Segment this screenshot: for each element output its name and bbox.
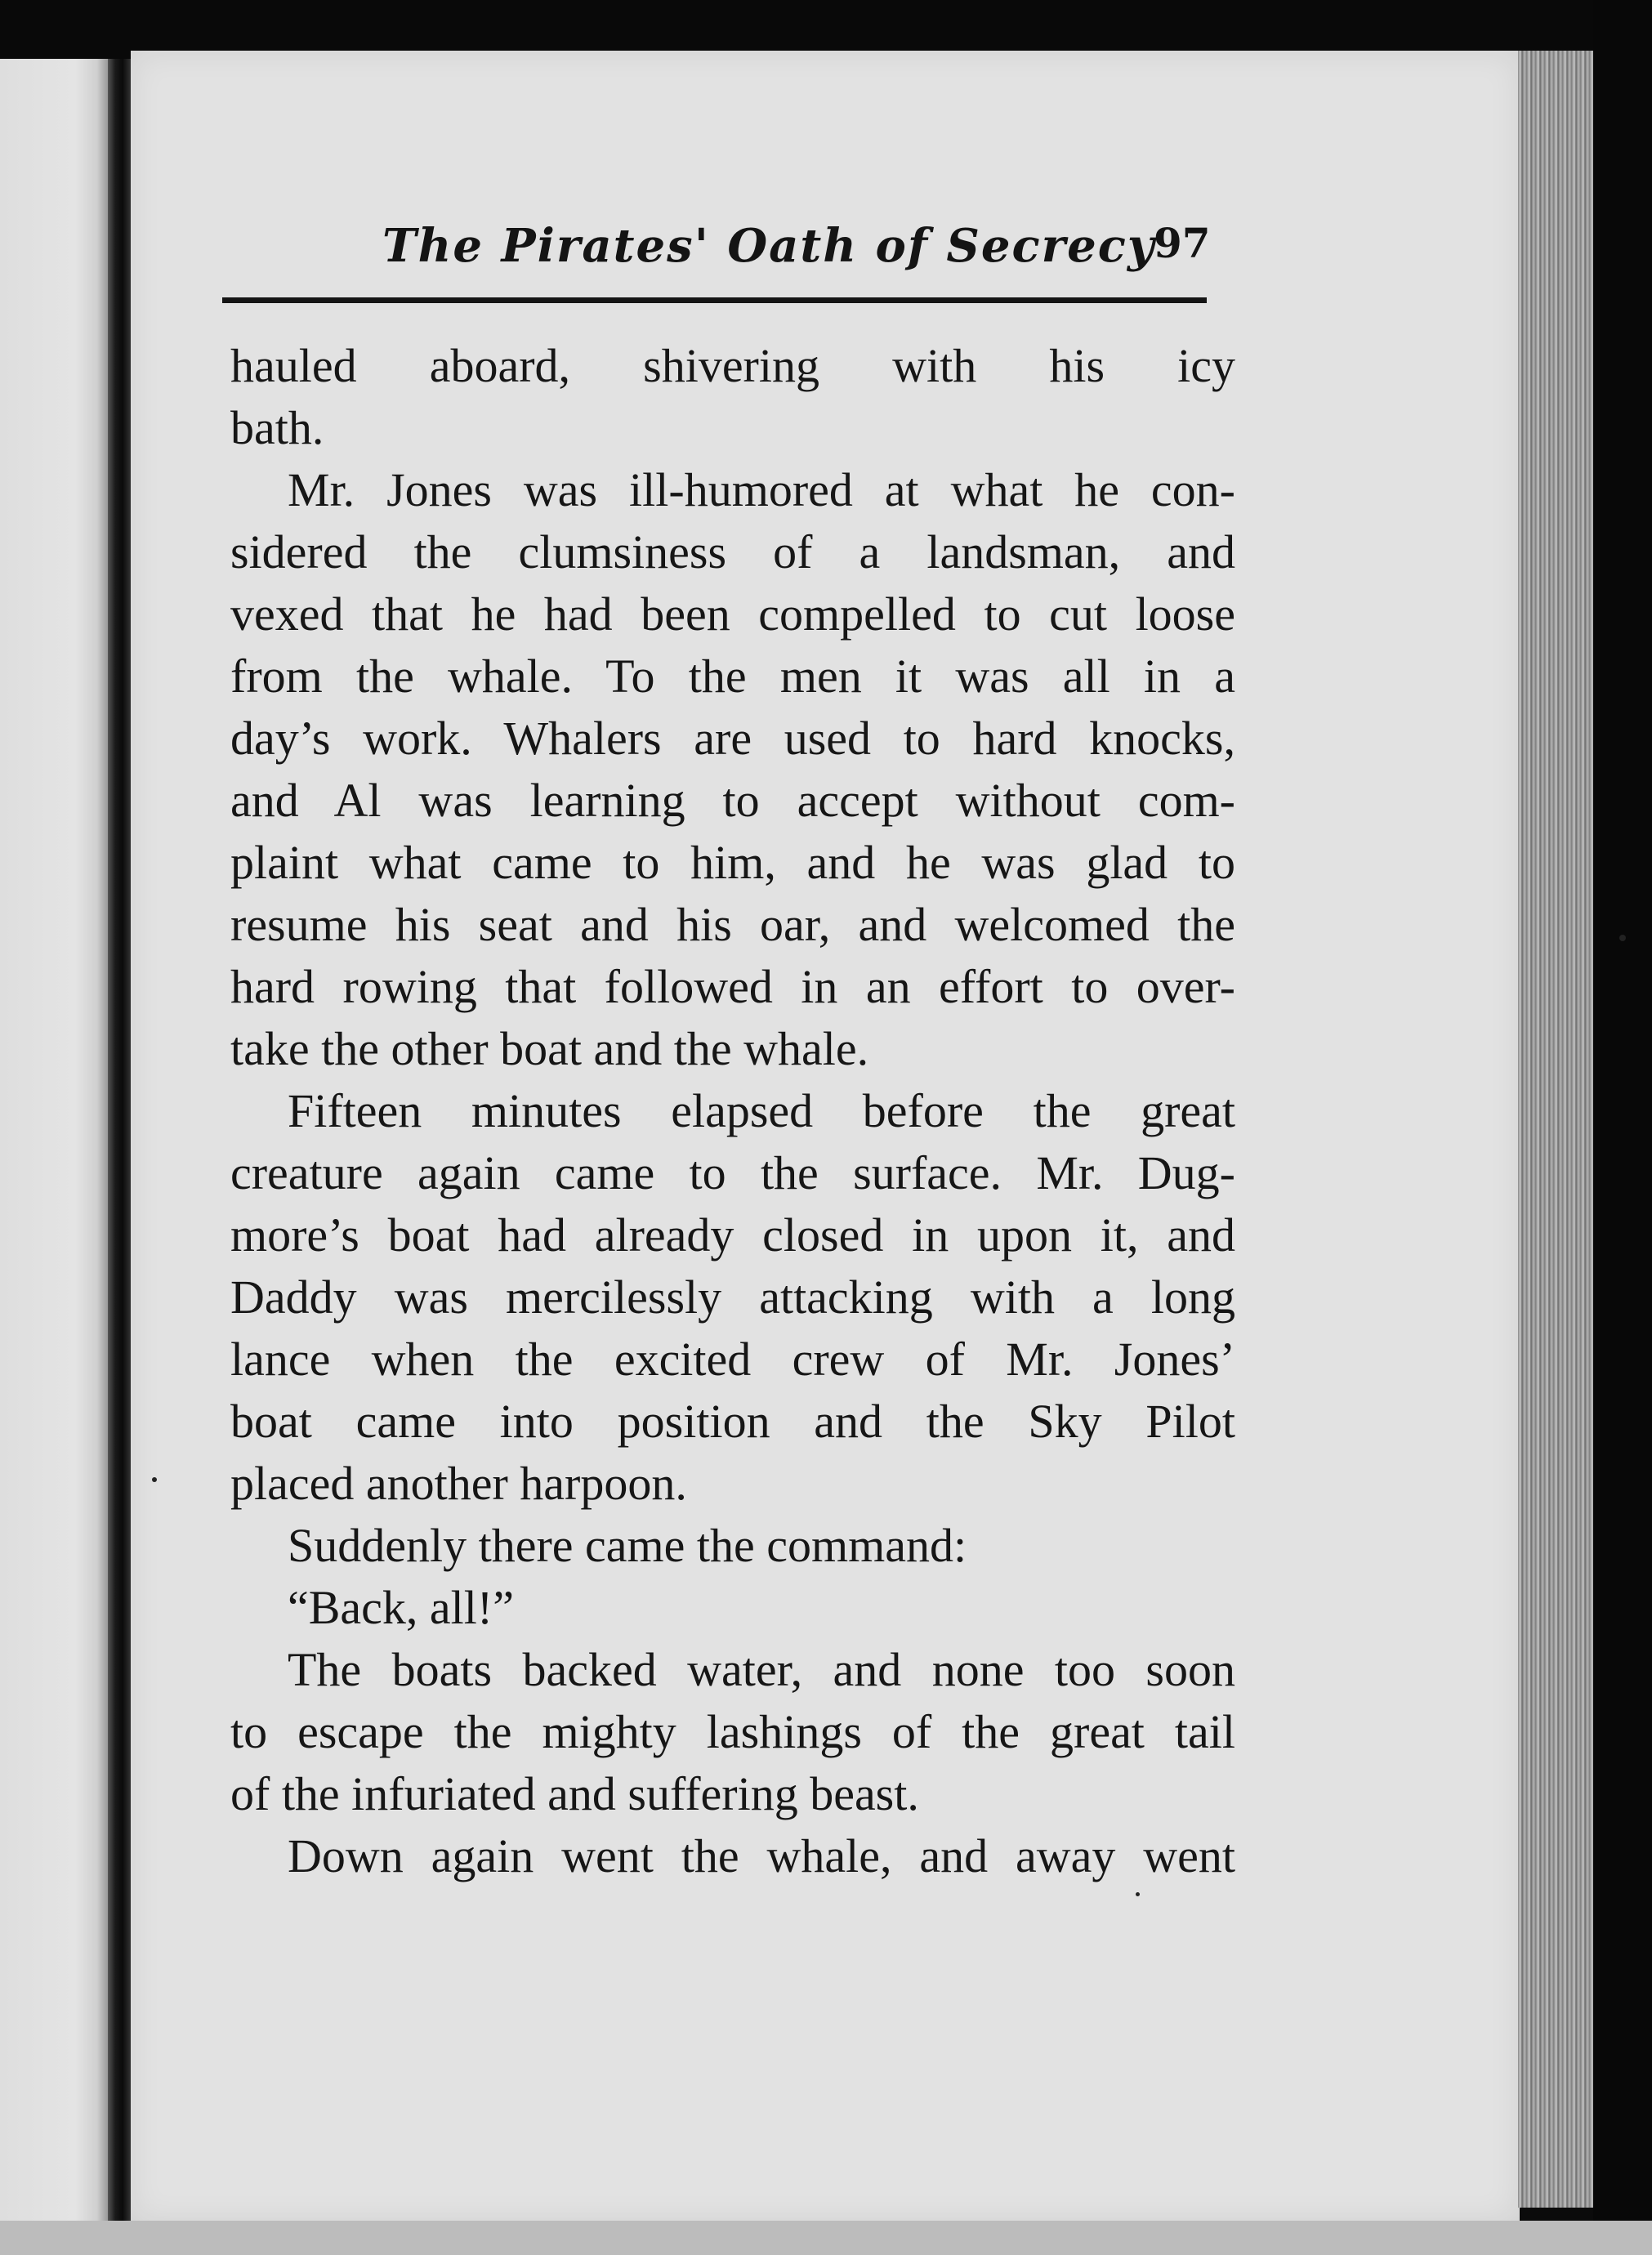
text-line: of the infuriated and suffering beast.	[230, 1767, 919, 1820]
text-line: Down again went the whale, and away went	[288, 1829, 1235, 1882]
scan-border-bottom	[0, 2221, 1652, 2255]
text-line: bath.	[230, 401, 324, 454]
page-stack-edge	[1518, 51, 1593, 2208]
book-gutter	[108, 59, 132, 2255]
scan-speck	[1619, 935, 1626, 941]
scan-border-right	[1593, 0, 1652, 2255]
text-line: lance when the excited crew of Mr. Jones’	[230, 1333, 1235, 1386]
text-line: day’s work. Whalers are used to hard knocks,	[230, 712, 1235, 765]
running-header	[222, 219, 1211, 301]
text-line: placed another harpoon.	[230, 1457, 687, 1510]
text-line: hard rowing that followed in an effort to over-	[230, 960, 1235, 1013]
text-line: Suddenly there came the command:	[288, 1519, 967, 1572]
text-line: and Al was learning to accept without com-	[230, 774, 1235, 827]
text-line: plaint what came to him, and he was glad to	[230, 836, 1235, 889]
text-line: to escape the mighty lashings of the great tail	[230, 1705, 1235, 1758]
page-number: 97	[1154, 219, 1211, 267]
header-rule	[222, 297, 1207, 303]
text-line: resume his seat and his oar, and welcomed the	[230, 898, 1235, 951]
text-line: boat came into position and the Sky Pilot	[230, 1395, 1235, 1448]
body-text	[230, 335, 1235, 1887]
text-line: take the other boat and the whale.	[230, 1022, 869, 1075]
text-line: more’s boat had already closed in upon it, and	[230, 1208, 1235, 1261]
text-line: The boats backed water, and none too soon	[288, 1643, 1235, 1696]
text-line: vexed that he had been compelled to cut loose	[230, 587, 1235, 641]
scan-speck	[1136, 1892, 1140, 1896]
text-line: creature again came to the surface. Mr. Dug-	[230, 1146, 1235, 1199]
scan-speck	[152, 1477, 157, 1482]
text-line: “Back, all!”	[288, 1581, 514, 1634]
text-line: Daddy was mercilessly attacking with a long	[230, 1270, 1235, 1324]
running-title: The Pirates' Oath of Secrecy	[382, 219, 1156, 273]
text-line: hauled aboard, shivering with his icy	[230, 339, 1235, 392]
text-line: from the whale. To the men it was all in a	[230, 650, 1235, 703]
text-line: Mr. Jones was ill-humored at what he con-	[288, 463, 1235, 516]
text-line: sidered the clumsiness of a landsman, and	[230, 525, 1235, 578]
text-line: Fifteen minutes elapsed before the great	[288, 1084, 1235, 1137]
facing-page-edge	[0, 59, 108, 2255]
